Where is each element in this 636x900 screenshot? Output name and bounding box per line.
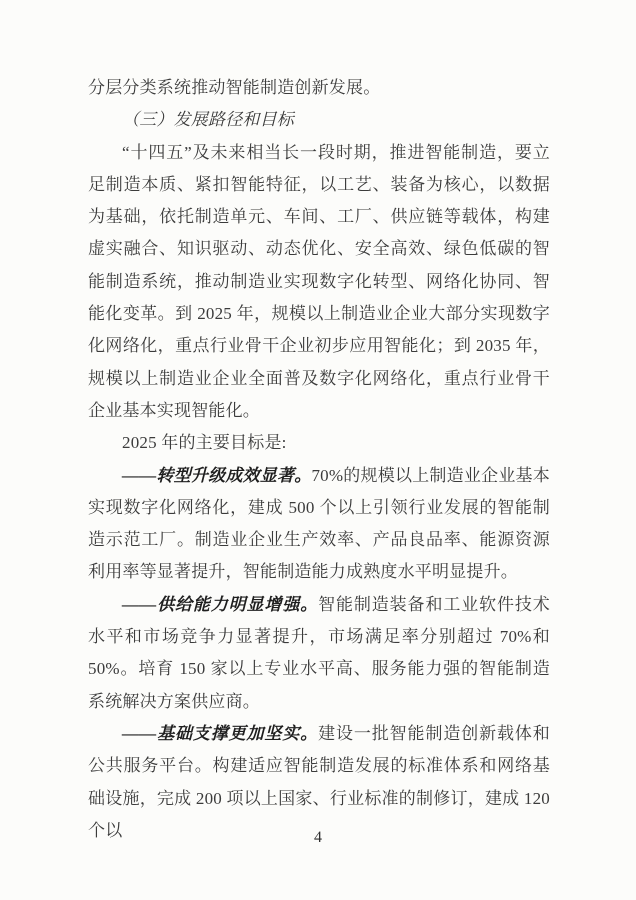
goal-supply-body: 智能制造装备和工业软件技术水平和市场竞争力显著提升，市场满足率分别超过 70%和 50%。培育 150 家以上专业水平高、服务能力强的智能制造系统解决方案供应商。 — [88, 594, 550, 711]
section-heading: （三）发展路径和目标 — [122, 110, 294, 130]
paragraph-goal-supply — [88, 589, 550, 718]
paragraph-goal-transformation — [88, 460, 550, 589]
paragraph-continuation: 分层分类系统推动智能制造创新发展。 — [88, 78, 381, 97]
goal-supply-title: ——供给能力明显增强。 — [122, 594, 319, 614]
goal-foundation-title: ——基础支撑更加坚实。 — [122, 723, 319, 743]
page-body-text — [88, 72, 550, 847]
paragraph-development-path: “十四五”及未来相当长一段时期，推进智能制造，要立足制造本质、紧扣智能特征，以工艺、装备为核心，以数据为基础，依托制造单元、车间、工厂、供应链等载体，构建虚实融合、知识驱动、动态优化、安全高效、绿色低碳的智能制造系统，推动制造业实现数字化转型、网络化协同、智能化变革。到 2025 年，规模以上制造业企业大部分实现数字化网络化，重点行业骨干企业初步应用智能化；到 2035 年，规模以上制造业企业全面普及数字化网络化，重点行业骨干企业基本实现智能化。 — [88, 142, 550, 420]
goal-transformation-title: ——转型升级成效显著。 — [122, 465, 312, 485]
paragraph-goals-intro: 2025 年的主要目标是: — [122, 433, 287, 453]
page-number: 4 — [314, 829, 322, 846]
goal-foundation-body: 建设一批智能制造创新载体和公共服务平台。构建适应智能制造发展的标准体系和网络基础设施，完成 200 项以上国家、行业标准的制修订，建成 120 个以 — [88, 723, 550, 840]
goal-transformation-body: 70%的规模以上制造业企业基本实现数字化网络化，建成 500 个以上引领行业发展的智能制造示范工厂。制造业企业生产效率、产品良品率、能源资源利用率等显著提升，智能制造能力成熟度水平明显提升。 — [88, 465, 550, 582]
